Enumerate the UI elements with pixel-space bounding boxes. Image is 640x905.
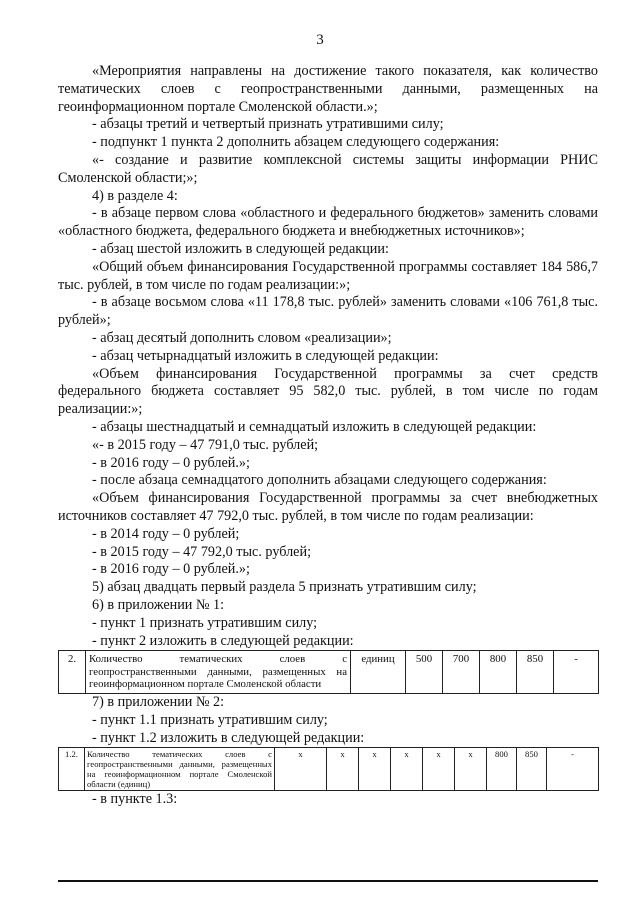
page-number: 3 bbox=[316, 32, 324, 48]
table-cell: х bbox=[391, 748, 423, 791]
paragraph: 5) абзац двадцать первый раздела 5 признать утратившим силу; bbox=[92, 579, 477, 596]
paragraph: «Объем финансирования Государственной программы за счет внебюджетных источников составляет 47 792,0 тыс. рублей, в том числе по годам реализации: bbox=[58, 490, 598, 524]
appendix2-table bbox=[58, 747, 598, 791]
paragraph: 6) в приложении № 1: bbox=[92, 596, 225, 613]
paragraph: - пункт 1.1 признать утратившим силу; bbox=[92, 711, 328, 728]
paragraph: - в 2016 году – 0 рублей.»; bbox=[92, 454, 250, 471]
table-cell: 2. bbox=[59, 651, 86, 694]
table-cell: единиц bbox=[351, 651, 406, 694]
table-cell: - bbox=[554, 651, 599, 694]
paragraph: «Мероприятия направлены на достижение такого показателя, как количество тематических слоев с геопространственными данными, размещенных на геоинформационном портале Смоленской области.»; bbox=[58, 63, 598, 115]
paragraph: «- создание и развитие комплексной системы защиты информации РНИС Смоленской области;»; bbox=[58, 151, 598, 186]
paragraph: - в пункте 1.3: bbox=[92, 791, 178, 808]
table-cell: - bbox=[547, 748, 599, 791]
paragraph: - в 2016 году – 0 рублей.»; bbox=[92, 561, 250, 578]
paragraph: - абзац шестой изложить в следующей редакции: bbox=[92, 240, 389, 257]
table-row bbox=[59, 748, 599, 791]
table-cell: х bbox=[455, 748, 487, 791]
paragraph: - в 2014 году – 0 рублей; bbox=[92, 525, 240, 542]
paragraph: «Общий объем финансирования Государственной программы составляет 184 586,7 тыс. рублей, в том числе по годам реализации:»; bbox=[58, 258, 598, 293]
paragraph: - абзацы третий и четвертый признать утратившими силу; bbox=[92, 116, 444, 133]
paragraph: - абзацы шестнадцатый и семнадцатый изложить в следующей редакции: bbox=[92, 418, 537, 435]
document-body bbox=[58, 63, 598, 809]
table-cell: х bbox=[275, 748, 327, 791]
paragraph: - абзац четырнадцатый изложить в следующей редакции: bbox=[92, 347, 439, 364]
paragraph: - пункт 1.2 изложить в следующей редакции: bbox=[92, 729, 365, 746]
paragraph: - абзац десятый дополнить словом «реализации»; bbox=[92, 329, 392, 346]
table-cell: х bbox=[359, 748, 391, 791]
table-cell: 1.2. bbox=[59, 748, 85, 791]
paragraph: - пункт 1 признать утратившим силу; bbox=[92, 614, 318, 631]
paragraph: - пункт 2 изложить в следующей редакции: bbox=[92, 632, 354, 649]
table-cell: Количество тематических слоев с геопространственными данными, размещенных на геоинформационном портале Смоленской области bbox=[86, 651, 351, 694]
paragraph: - в абзаце первом слова «областного и федерального бюджетов» заменить словами «областного бюджета, федерального бюджета и внебюджетных источников»; bbox=[58, 205, 598, 240]
table-cell: 850 bbox=[517, 748, 547, 791]
bottom-divider bbox=[58, 880, 598, 882]
paragraph: 4) в разделе 4: bbox=[92, 187, 178, 204]
paragraph: 7) в приложении № 2: bbox=[92, 694, 225, 711]
table-cell: 850 bbox=[517, 651, 554, 694]
table-cell: х bbox=[327, 748, 359, 791]
paragraph: - в 2015 году – 47 792,0 тыс. рублей; bbox=[92, 543, 312, 560]
table-cell: 800 bbox=[487, 748, 517, 791]
paragraph: - в абзаце восьмом слова «11 178,8 тыс. рублей» заменить словами «106 761,8 тыс. рублей»; bbox=[58, 294, 598, 329]
table-row bbox=[59, 651, 599, 694]
appendix1-table bbox=[58, 650, 598, 694]
table-cell: х bbox=[423, 748, 455, 791]
paragraph: - после абзаца семнадцатого дополнить абзацами следующего содержания: bbox=[92, 472, 547, 489]
table-cell: Количество тематических слоев с геопространственными данными, размещенных на геоинформационном портале Смоленской области (единиц) bbox=[85, 748, 275, 791]
table-cell: 700 bbox=[443, 651, 480, 694]
table-cell: 800 bbox=[480, 651, 517, 694]
paragraph: «Объем финансирования Государственной программы за счет средств федерального бюджета составляет 95 582,0 тыс. рублей, в том числе по годам реализации:»; bbox=[58, 365, 598, 418]
table-cell: 500 bbox=[406, 651, 443, 694]
paragraph: - подпункт 1 пункта 2 дополнить абзацем следующего содержания: bbox=[92, 134, 500, 151]
paragraph: «- в 2015 году – 47 791,0 тыс. рублей; bbox=[92, 436, 319, 453]
